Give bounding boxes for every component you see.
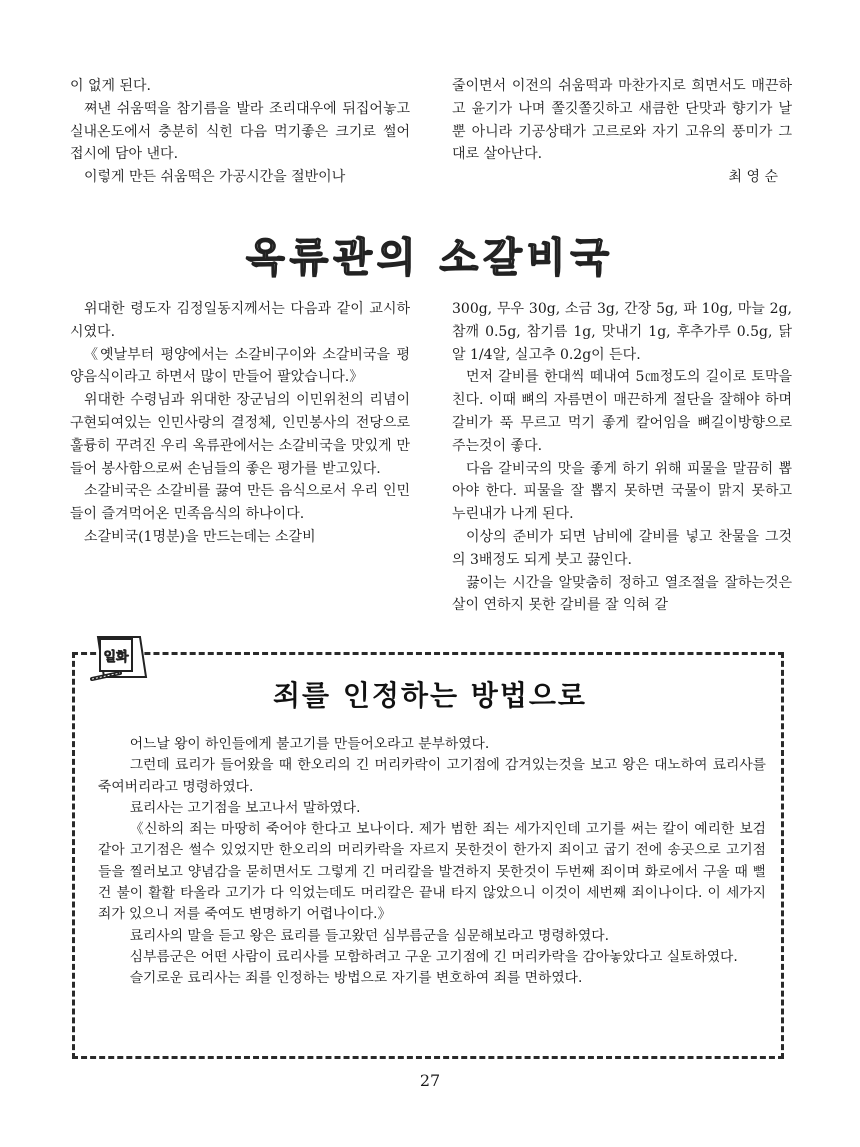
paragraph: 300g, 무우 30g, 소금 3g, 간장 5g, 파 10g, 마늘 2g, 참깨 0.5g, 참기름 1g, 맛내기 1g, 후추가루 0.5g, 닭알 1/4알, 실고추 0.2g이 든다.	[452, 301, 792, 363]
quote-paragraph: 《신하의 죄는 마땅히 죽어야 한다고 보나이다. 제가 범한 죄는 세가지인데 고기를 써는 칼이 예리한 보검같아 고기점은 썰수 있었지만 한오리의 머리카락을 자르지 못한것이 한가지 죄이고 굽기 전에 송곳으로 고기점들을 찔러보고 양념감을 묻히면서도 그렇게 긴 머리칼을 발견하지 못한것이 두번째 죄이며 화로에서 구울 때 뻘건 불이 활활 타올라 고기가 다 익었는데도 머리칼은 끝내 타지 않았으니 이것이 세번째 죄이나이다. 이 세가지 죄가 있으니 저를 죽여도 변명하기 어렵나이다.》	[98, 821, 766, 923]
paragraph: 위대한 령도자 김정일동지께서는 다음과 같이 교시하시였다.	[70, 301, 410, 340]
paragraph: 료리사는 고기점을 보고나서 말하였다.	[129, 799, 361, 816]
paragraph: 어느날 왕이 하인들에게 불고기를 만들어오라고 분부하였다.	[129, 736, 490, 752]
author-name: 최 영 순	[728, 169, 778, 186]
paragraph: 이 없게 된다.	[70, 78, 151, 94]
quote-paragraph: 《옛날부터 평양에서는 소갈비구이와 소갈비국을 평양음식이라고 하면서 많이 만들어 팔았습니다.》	[70, 346, 410, 386]
story-title: 죄를 인정하는 방법으로	[273, 679, 587, 712]
article-title: 옥류관의 소갈비국	[245, 235, 615, 281]
article-right-column	[452, 298, 792, 617]
paragraph: 소갈비국은 소갈비를 끓여 만든 음식으로서 우리 인민들이 즐겨먹어온 민족음식의 하나이다.	[70, 483, 410, 523]
badge-label: 일화	[103, 650, 129, 665]
paragraph: 슬기로운 료리사는 죄를 인정하는 방법으로 자기를 변호하여 죄를 면하였다.	[129, 970, 583, 987]
paragraph: 먼저 갈비를 한대씩 떼내여 5㎝정도의 길이로 토막을 친다. 이때 뼈의 자름면이 매끈하게 절단을 잘해야 하며 갈비가 푹 무르고 먹기 좋게 칼어임을 뼈길이방향으로 주는것이 좋다.	[452, 369, 792, 454]
paragraph: 료리사의 말을 듣고 왕은 료리를 들고왔던 심부름군을 심문해보라고 명령하였다.	[129, 927, 610, 944]
paragraph: 심부름군은 어떤 사람이 료리사를 모함하려고 구운 고기점에 긴 머리카락을 감아놓았다고 실토하였다.	[129, 948, 738, 965]
paragraph: 소갈비국(1명분)을 만드는데는 소갈비	[84, 528, 316, 545]
paragraph: 다음 갈비국의 맛을 좋게 하기 위해 피물을 말끔히 뽑아야 한다. 피물을 잘 뽑지 못하면 국물이 맑지 못하고 누린내가 나게 된다.	[452, 460, 792, 523]
page-number: 27	[419, 1071, 441, 1090]
article-left-column	[70, 298, 410, 549]
paragraph: 그런데 료리가 들어왔을 때 한오리의 긴 머리카락이 고기점에 감겨있는것을 보고 왕은 대노하여 료리사를 죽여버리라고 명령하였다.	[98, 757, 766, 795]
paragraph: 이렇게 만든 쉬움떡은 가공시간을 절반이나	[84, 169, 346, 186]
paragraph: 끓이는 시간을 알맞춤히 정하고 열조절을 잘하는것은 살이 연하지 못한 갈비를 잘 익혀 갈	[452, 574, 792, 614]
top-left-column	[70, 75, 410, 189]
paragraph: 위대한 수령님과 위대한 장군님의 이민위천의 리념이 구현되여있는 인민사랑의 결정체, 인민봉사의 전당으로 훌륭히 꾸려진 우리 옥류관에서는 소갈비국을 맛있게 만들어 봉사함으로써 손님들의 좋은 평가를 받고있다.	[70, 392, 410, 477]
paragraph: 쪄낸 쉬움떡을 참기름을 발라 조리대우에 뒤집어놓고 실내온도에서 충분히 식힌 다음 먹기좋은 크기로 썰어 접시에 담아 낸다.	[70, 100, 410, 163]
paragraph: 이상의 준비가 되면 남비에 갈비를 넣고 찬물을 그것의 3배정도 되게 붓고 끓인다.	[452, 528, 792, 568]
story-body	[98, 734, 766, 990]
paragraph: 줄이면서 이전의 쉬움떡과 마찬가지로 희면서도 매끈하고 윤기가 나며 쫄깃쫄깃하고 새큼한 단맛과 향기가 날뿐 아니라 기공상태가 고르로와 자기 고유의 풍미가 그대로 살아난다.	[452, 78, 792, 163]
top-right-column	[452, 75, 792, 189]
